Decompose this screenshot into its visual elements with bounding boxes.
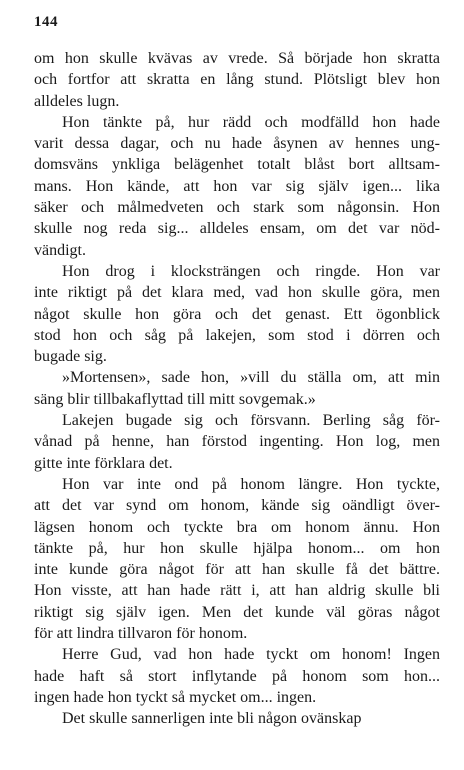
body-text	[34, 48, 440, 730]
text-line: ingen hade hon tyckt så mycket om... ingen.	[34, 688, 317, 706]
paragraph	[34, 112, 440, 261]
text-line: om hon skulle kvävas av vrede. Så började hon skratta	[34, 50, 440, 67]
text-line: hade haft så stort inflytande på honom som hon...	[34, 667, 440, 685]
text-line: lägsen honom och tyckte bra om honom ännu. Hon	[34, 518, 440, 536]
paragraph	[34, 48, 440, 112]
text-line: mans. Hon kände, att hon var sig själv igen... lika	[34, 177, 440, 195]
text-line: inte kunde göra något för att han skulle få det bättre.	[34, 561, 440, 579]
text-line: »Mortensen», sade hon, »vill du ställa om, att min	[62, 369, 440, 387]
text-line: något skulle hon göra och det genast. Ett ögonblick	[34, 305, 440, 323]
text-line: säng blir tillbakaflyttad till mitt sovgemak.»	[34, 390, 316, 408]
text-line: för att lindra tillvaron för honom.	[34, 625, 248, 643]
text-line: alldeles lugn.	[34, 92, 120, 110]
text-line: gitte inte förklara det.	[34, 454, 173, 472]
text-line: bugade sig.	[34, 348, 107, 366]
paragraph	[34, 261, 440, 367]
text-line: Det skulle sannerligen inte bli någon ovänskap	[62, 710, 362, 728]
text-line: vånad på henne, han förstod ingenting. Hon log, men	[34, 433, 440, 451]
text-line: tänkte på, hur hon skulle hjälpa honom... om hon	[34, 539, 440, 557]
text-line: Hon visste, att han hade rätt i, att han aldrig skulle bli	[34, 582, 440, 600]
paragraph	[34, 474, 440, 644]
paragraph	[34, 708, 440, 729]
text-line: varit dessa dagar, och nu hade åsynen av hennes ung-	[34, 135, 440, 153]
paragraph	[34, 410, 440, 474]
text-line: riktigt sig själv igen. Men det kunde väl göras något	[34, 603, 440, 621]
text-line: inte riktigt på det klara med, vad hon skulle göra, men	[34, 284, 440, 302]
text-line: vändigt.	[34, 241, 86, 259]
page-number: 144	[34, 14, 58, 30]
text-line: säker och målmedveten och stark som någonsin. Hon	[34, 199, 440, 217]
text-line: och fortfor att skratta en lång stund. Plötsligt blev hon	[34, 71, 440, 89]
text-line: Lakejen bugade sig och försvann. Berling såg för-	[62, 412, 440, 430]
text-line: Herre Gud, vad hon hade tyckt om honom! Ingen	[62, 646, 440, 664]
text-line: skulle nog reda sig... alldeles ensam, om det var nöd-	[34, 220, 440, 238]
text-line: Hon var inte ond på honom längre. Hon tyckte,	[62, 475, 440, 493]
paragraph	[34, 644, 440, 708]
paragraph	[34, 367, 440, 410]
text-line: stod hon och såg på lakejen, som stod i dörren och	[34, 326, 440, 344]
text-line: domsväns ynkliga belägenhet totalt blåst bort alltsam-	[34, 156, 440, 174]
text-line: Hon tänkte på, hur rädd och modfälld hon hade	[62, 113, 440, 131]
text-line: Hon drog i klocksträngen och ringde. Hon var	[62, 262, 440, 280]
text-line: att det var synd om honom, kände sig oändligt över-	[34, 497, 440, 515]
